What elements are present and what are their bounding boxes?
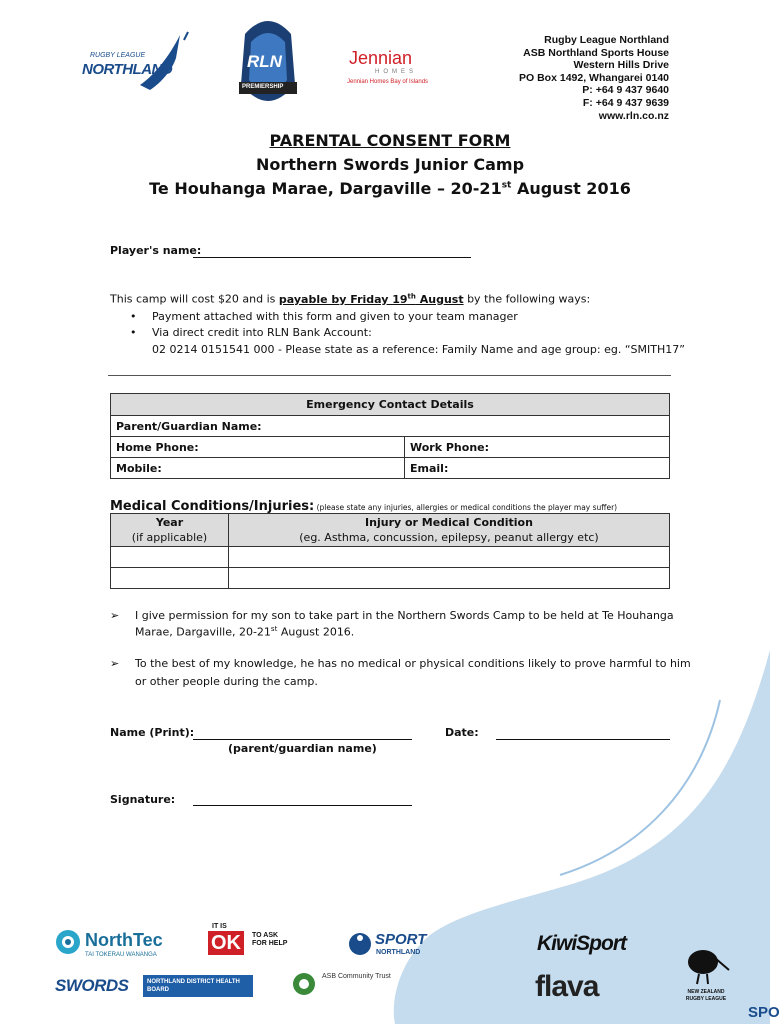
asb-trust-logo	[292, 970, 412, 1000]
name-print-label: Name (Print):	[110, 726, 195, 739]
sport-logo-top: SPORT	[375, 931, 427, 948]
address-line: www.rln.co.nz	[598, 109, 669, 122]
jennian-logo-tagline: Jennian Homes Bay of Islands	[347, 79, 429, 85]
parent-guardian-caption: (parent/guardian name)	[228, 742, 377, 755]
condition-cell[interactable]	[229, 547, 670, 568]
year-column-header: Year (if applicable)	[111, 514, 229, 547]
consent-permission-line1: I give permission for my son to take part in the Northern Swords Camp to be held at Te Houhanga	[135, 609, 674, 622]
year-cell[interactable]	[111, 568, 229, 589]
northtec-logo	[55, 928, 175, 962]
consent-medical-line1: To the best of my knowledge, he has no medical or physical conditions likely to prove harmful to him	[135, 657, 691, 670]
nzrl-text: NEW ZEALAND RUGBY LEAGUE	[685, 989, 727, 1002]
medical-table	[110, 513, 670, 589]
northland-logo	[80, 30, 190, 105]
ok-to-ask-logo	[208, 923, 298, 961]
address-line: F: +64 9 437 9639	[582, 96, 669, 109]
rln-logo-subtext: PREMIERSHIP	[242, 84, 284, 90]
northland-logo-text: NORTHLAND	[82, 61, 173, 78]
emergency-contact-table	[110, 393, 670, 479]
medical-heading: Medical Conditions/Injuries: (please state any injuries, allergies or medical conditions the player may suffer)	[110, 499, 618, 514]
jennian-logo-subtext: HOMES	[375, 69, 418, 75]
northtec-logo-subtext: TAI TOKERAU WANANGA	[85, 952, 157, 958]
address-block	[519, 34, 669, 122]
jennian-logo-text: Jennian	[349, 48, 413, 68]
home-phone-field[interactable]: Home Phone:	[111, 437, 405, 458]
ndhb-logo: NORTHLAND DISTRICT HEALTH BOARD	[143, 975, 253, 997]
rln-logo-text: RLN	[247, 52, 282, 71]
section-divider	[108, 375, 671, 376]
ok-logo-top: IT IS	[212, 923, 227, 930]
address-line: ASB Northland Sports House	[523, 46, 669, 59]
swords-logo: SWORDS	[55, 976, 129, 995]
address-line: Western Hills Drive	[573, 59, 669, 72]
camp-title: Northern Swords Junior Camp	[255, 155, 525, 174]
address-line: Rugby League Northland	[544, 34, 669, 46]
flava-logo: flava	[535, 970, 599, 1003]
form-title: PARENTAL CONSENT FORM	[269, 131, 511, 150]
signature-label: Signature:	[110, 793, 176, 806]
northtec-logo-text: NorthTec	[85, 930, 163, 950]
name-print-field[interactable]	[193, 739, 412, 740]
email-field[interactable]: Email:	[405, 458, 670, 479]
payment-option: Via direct credit into RLN Bank Account:	[152, 326, 372, 339]
nz-rugby-league-logo	[676, 938, 736, 1008]
emergency-header: Emergency Contact Details	[111, 394, 670, 416]
northtec-emblem-icon	[55, 929, 81, 955]
asb-emblem-icon	[292, 972, 316, 996]
year-cell[interactable]	[111, 547, 229, 568]
northland-logo-small-text: RUGBY LEAGUE	[90, 52, 146, 59]
date-field[interactable]	[496, 739, 670, 740]
bullet-dot: •	[130, 310, 137, 323]
address-line: P: +64 9 437 9640	[582, 84, 669, 97]
date-label: Date:	[445, 726, 479, 739]
guardian-name-field[interactable]: Parent/Guardian Name:	[111, 416, 670, 437]
arrow-bullet-icon: ➢	[110, 657, 120, 670]
rln-premiership-logo	[233, 14, 303, 118]
address-line: PO Box 1492, Whangarei 0140	[519, 71, 669, 84]
signature-field[interactable]	[193, 805, 412, 806]
sport-figure-icon	[348, 930, 372, 958]
camp-venue-date: Te Houhanga Marae, Dargaville – 20-21st August 2016	[149, 179, 631, 198]
ok-logo-big: OK	[208, 931, 244, 955]
mobile-field[interactable]: Mobile:	[111, 458, 405, 479]
player-name-label: Player's name:	[110, 244, 202, 257]
consent-permission-line2: Marae, Dargaville, 20-21st August 2016.	[135, 625, 355, 639]
condition-cell[interactable]	[229, 568, 670, 589]
bank-account-details: 02 0214 0151541 000 - Please state as a reference: Family Name and age group: eg. “SMITH17”	[152, 343, 685, 356]
sport-logo-bottom: NORTHLAND	[376, 949, 421, 956]
condition-column-header: Injury or Medical Condition (eg. Asthma, concussion, epilepsy, peanut allergy etc)	[229, 514, 670, 547]
jennian-logo	[345, 48, 435, 93]
arrow-bullet-icon: ➢	[110, 609, 120, 622]
spc-logo-partial: SPO	[748, 1004, 780, 1021]
consent-medical-line2: or other people during the camp.	[135, 675, 318, 688]
cost-statement: This camp will cost $20 and is payable by Friday 19th August by the following ways:	[110, 292, 591, 306]
kiwisport-logo: KiwiSport	[537, 932, 626, 955]
payment-option: Payment attached with this form and given to your team manager	[152, 310, 518, 323]
work-phone-field[interactable]: Work Phone:	[405, 437, 670, 458]
ok-logo-side: TO ASK FOR HELP	[252, 932, 288, 947]
sport-northland-logo	[348, 928, 428, 962]
player-name-field[interactable]	[193, 257, 471, 258]
bullet-dot: •	[130, 326, 137, 339]
kiwi-bird-icon	[681, 938, 731, 988]
asb-trust-text: ASB Community Trust	[322, 973, 391, 980]
